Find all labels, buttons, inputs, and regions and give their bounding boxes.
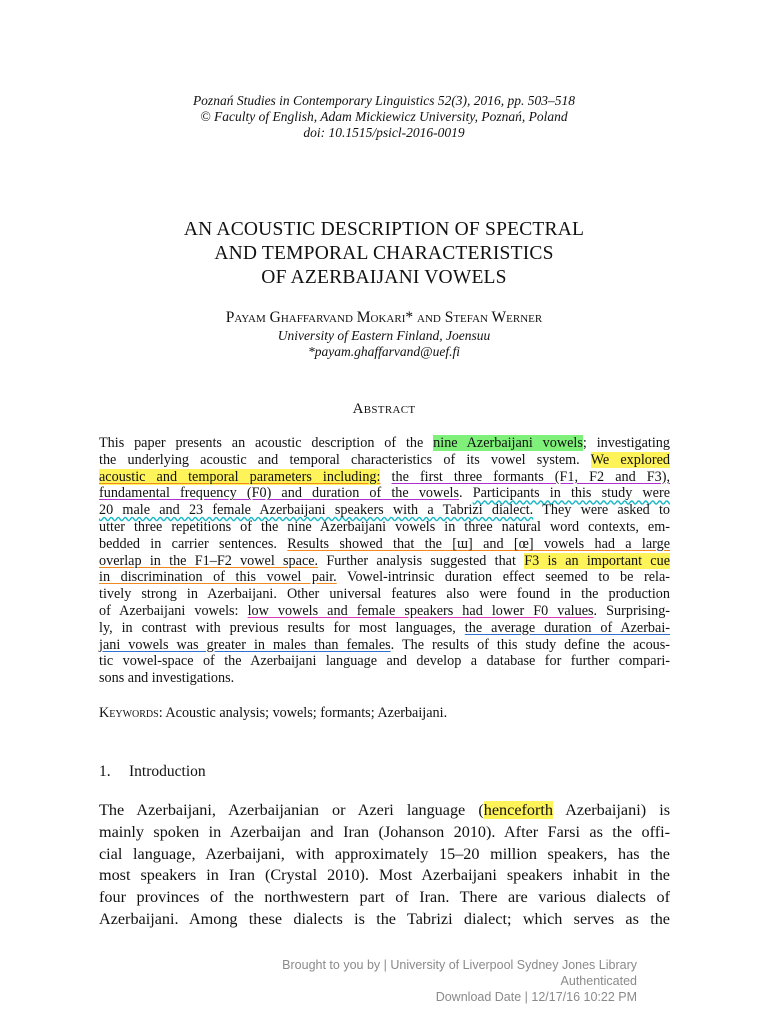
text-run: ly, in contrast with previous results for most languages, bbox=[99, 619, 465, 636]
keywords-label: Keywords: bbox=[99, 705, 163, 721]
download-footer bbox=[177, 957, 637, 1005]
underline-cyan-wavy: 20 male and 23 female Azerbaijani speakers with a Tabrizi dialect. bbox=[99, 502, 534, 519]
text-run: of Azerbaijani vowels: bbox=[99, 602, 248, 619]
abstract-line bbox=[99, 603, 670, 620]
underline-blue: jani vowels was greater in males than females bbox=[99, 636, 391, 653]
abstract-line: sons and investigations. bbox=[99, 670, 235, 687]
abstract-line bbox=[99, 502, 670, 519]
abstract-line: tively strong in Azerbaijani. Other universal features also were found in the production bbox=[99, 586, 670, 603]
abstract-line bbox=[99, 469, 670, 486]
text-run: Azerbaijani) is bbox=[552, 801, 671, 819]
author-email: *payam.ghaffarvand@uef.fi bbox=[308, 344, 460, 359]
section-title: Introduction bbox=[129, 763, 206, 780]
footer-provider: Brought to you by | University of Liverpool Sydney Jones Library bbox=[282, 958, 637, 972]
highlight-yellow: We explored bbox=[590, 451, 670, 468]
affiliation: University of Eastern Finland, Joensuu bbox=[277, 328, 491, 343]
text-run: the underlying acoustic and temporal characteristics of its vowel system. bbox=[99, 451, 591, 468]
underline-blue: the average duration of Azerbai- bbox=[464, 619, 670, 636]
highlight-green: nine Azerbaijani vowels bbox=[433, 435, 583, 451]
abstract-line bbox=[99, 485, 670, 502]
abstract-body bbox=[99, 435, 670, 687]
text-run: The Azerbaijani, Azerbaijanian or Azeri language ( bbox=[99, 801, 484, 819]
abstract-line: utter three repetitions of the nine Azerbaijani vowels in three natural word contexts, em- bbox=[99, 518, 670, 535]
intro-line: four provinces of the northwestern part of Iran. There are various dialects of bbox=[99, 888, 670, 907]
doi-line: doi: 10.1515/psicl-2016-0019 bbox=[303, 125, 465, 140]
text-run: This paper presents an acoustic description of the bbox=[99, 435, 434, 451]
journal-header bbox=[0, 93, 768, 141]
text-run: . Surprising- bbox=[593, 602, 671, 619]
abstract-line: tic vowel-space of the Azerbaijani language and develop a database for further compari- bbox=[99, 653, 670, 670]
underline-purple: the first three formants (F1, F2 and F3), bbox=[391, 468, 671, 485]
title-line-1: AN ACOUSTIC DESCRIPTION OF SPECTRAL bbox=[183, 219, 585, 240]
abstract-line bbox=[99, 620, 670, 637]
abstract-line bbox=[99, 637, 670, 654]
abstract-line bbox=[99, 536, 670, 553]
title-line-2: AND TEMPORAL CHARACTERISTICS bbox=[214, 243, 554, 264]
section-heading bbox=[99, 763, 206, 781]
author-affiliation-block bbox=[0, 328, 768, 360]
abstract-line bbox=[99, 569, 670, 586]
keywords-text: Acoustic analysis; vowels; formants; Azerbaijani. bbox=[162, 705, 448, 721]
author-names: Payam Ghaffarvand Mokari* and Stefan Werner bbox=[225, 309, 543, 326]
abstract-line bbox=[99, 452, 670, 469]
footer-download-date: Download Date | 12/17/16 10:22 PM bbox=[435, 990, 637, 1004]
intro-line: most speakers in Iran (Crystal 2010). Most Azerbaijani speakers inhabit in the bbox=[99, 866, 670, 885]
section-number: 1. bbox=[99, 763, 111, 780]
underline-orange: overlap in the F1–F2 vowel space. bbox=[99, 552, 319, 569]
title-line-3: OF AZERBAIJANI VOWELS bbox=[261, 267, 507, 288]
text-run: Vowel-intrinsic duration effect seemed to be rela- bbox=[336, 569, 671, 586]
underline-cyan-wavy: Participants in this study were bbox=[472, 485, 670, 502]
introduction-paragraph bbox=[99, 800, 670, 931]
underline-orange: in discrimination of this vowel pair. bbox=[99, 569, 337, 586]
journal-citation: Poznań Studies in Contemporary Linguistics 52(3), 2016, pp. 503–518 bbox=[192, 93, 576, 108]
intro-line: cial language, Azerbaijani, with approximately 15–20 million speakers, has the bbox=[99, 844, 670, 863]
intro-line bbox=[99, 800, 670, 822]
text-run: They were asked to bbox=[533, 502, 670, 519]
text-run: Further analysis suggested that bbox=[318, 552, 525, 569]
text-run: ; investigating bbox=[582, 435, 670, 451]
intro-line: Azerbaijani. Among these dialects is the Tabrizi dialect; which serves as the bbox=[99, 909, 670, 928]
text-run: . bbox=[459, 485, 473, 502]
abstract-line bbox=[99, 435, 670, 452]
paper-title bbox=[0, 218, 768, 290]
highlight-yellow: acoustic and temporal parameters including: bbox=[99, 468, 381, 485]
text-run: . The results of this study define the acous- bbox=[390, 636, 670, 653]
copyright-line: © Faculty of English, Adam Mickiewicz University, Poznań, Poland bbox=[200, 109, 568, 124]
underline-purple: fundamental frequency (F0) and duration of the vowels bbox=[99, 485, 460, 502]
text-run: bedded in carrier sentences. bbox=[99, 535, 288, 552]
intro-line: mainly spoken in Azerbaijan and Iran (Johanson 2010). After Farsi as the offi- bbox=[99, 822, 670, 841]
abstract-line bbox=[99, 553, 670, 570]
footer-authenticated: Authenticated bbox=[560, 974, 637, 988]
highlight-yellow: henceforth bbox=[483, 801, 553, 819]
underline-orange: Results showed that the [ɯ] and [œ] vowels had a large bbox=[287, 535, 671, 552]
keywords-line bbox=[99, 705, 670, 722]
abstract-heading: Abstract bbox=[352, 401, 416, 417]
highlight-yellow: F3 is an important cue bbox=[524, 552, 670, 569]
text-run bbox=[380, 469, 391, 485]
underline-pink: low vowels and female speakers had lower F0 values bbox=[247, 602, 594, 619]
